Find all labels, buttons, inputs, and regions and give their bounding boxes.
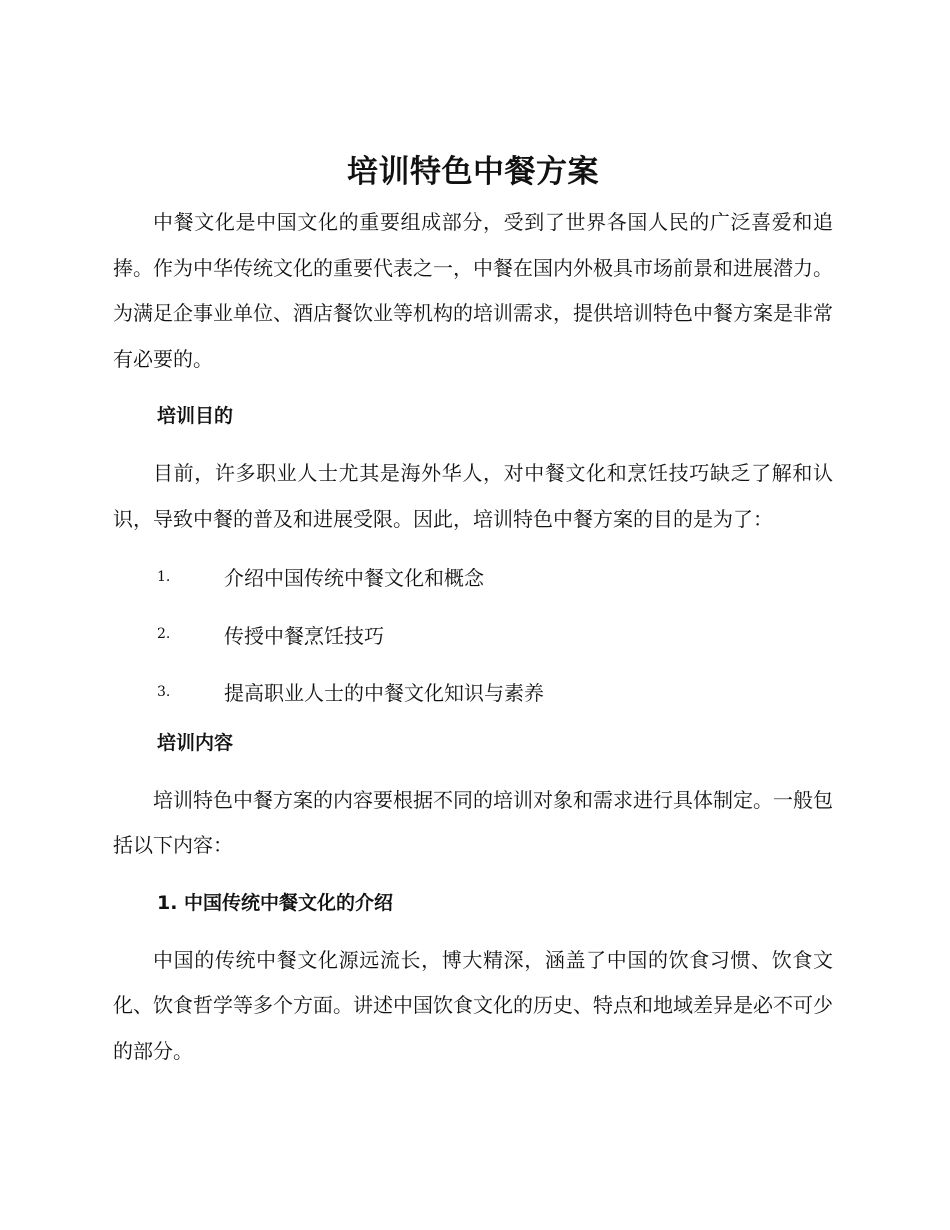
list-item-text: 传授中餐烹饪技巧 [224,623,384,648]
spacer [113,766,833,778]
list-item-number: 2. [157,626,171,643]
spacer [113,382,833,394]
content-heading: 培训内容 [157,731,234,754]
spacer [113,926,833,938]
document-title: 培训特色中餐方案 [347,154,599,190]
culture-heading: 1. 中国传统中餐文化的介绍 [157,891,394,914]
list-item-text: 介绍中国传统中餐文化和概念 [224,566,484,591]
list-item [113,548,833,606]
goal-paragraph: 目前，许多职业人士尤其是海外华人，对中餐文化和烹饪技巧缺乏了解和认识，导致中餐的普及和进展受限。因此，培训特色中餐方案的目的是为了： [113,461,833,531]
spacer [113,869,833,881]
document-page [113,150,833,1074]
list-item-text: 提高职业人士的中餐文化知识与素养 [224,681,544,706]
culture-paragraph: 中国的传统中餐文化源远流长，博大精深，涵盖了中国的饮食习惯、饮食文化、饮食哲学等多个方面。讲述中国饮食文化的历史、特点和地域差异是必不可少的部分。 [113,947,833,1063]
spacer [113,439,833,451]
list-item [113,606,833,664]
goal-heading: 培训目的 [157,405,234,427]
goal-list [113,548,833,721]
intro-paragraph: 中餐文化是中国文化的重要组成部分，受到了世界各国人民的广泛喜爱和追捧。作为中华传统文化的重要代表之一，中餐在国内外极具市场前景和进展潜力。为满足企事业单位、酒店餐饮业等机构的培训需求，提供培训特色中餐方案是非常有必要的。 [113,210,833,371]
list-item-number: 3. [157,683,171,700]
list-item-number: 1. [157,568,171,585]
content-paragraph: 培训特色中餐方案的内容要根据不同的培训对象和需求进行具体制定。一般包括以下内容： [113,787,833,857]
list-item [113,663,833,721]
